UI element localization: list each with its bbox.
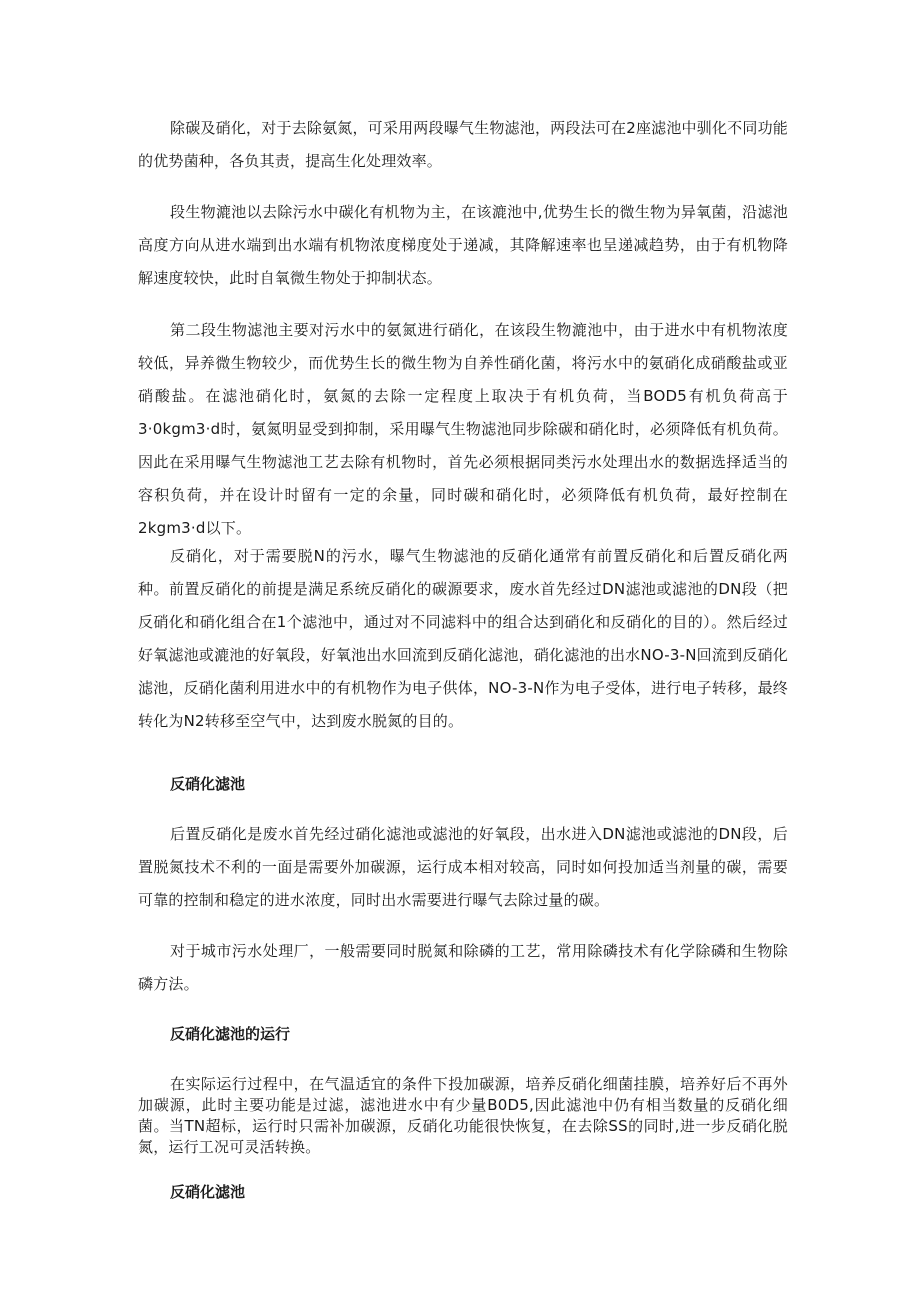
heading-denitrification-filter-2: 反硝化滤池 [170, 1183, 246, 1201]
paragraph-post-denitrification: 后置反硝化是废水首先经过硝化滤池或滤池的好氧段，出水进入DN滤池或滤池的DN段，后置脱氮技术不利的一面是需要外加碳源，运行成本相对较高，同时如何投加适当剂量的碳，需要可靠的控制和稳定的进水浓度，同时出水需要进行曝气去除过量的碳。 [138, 825, 788, 909]
paragraph-first-stage-filter: 段生物漉池以去除污水中碳化有机物为主，在该漉池中,优势生长的微生物为异氧菌，沿滤池高度方向从进水端到出水端有机物浓度梯度处于递减，其降解速率也呈递减趋势，由于有机物降解速度较快，此时自氧微生物处于抑制状态。 [138, 203, 788, 287]
paragraph-municipal-plant: 对于城市污水处理厂，一般需要同时脱氮和除磷的工艺，常用除磷技术有化学除磷和生物除磷方法。 [138, 942, 788, 993]
paragraph-carbon-removal-nitrification: 除碳及硝化，对于去除氨氮，可采用两段曝气生物滤池，两段法可在2座滤池中驯化不同功能的优势菌种，各负其责，提高生化处理效率。 [138, 119, 788, 170]
heading-denitrification-filter: 反硝化滤池 [170, 775, 246, 793]
paragraph-denitrification: 反硝化，对于需要脱N的污水，曝气生物滤池的反硝化通常有前置反硝化和后置反硝化两种。前置反硝化的前提是满足系统反硝化的碳源要求，废水首先经过DN滤池或滤池的DN段（把反硝化和硝化组合在1个滤池中，通过对不同滤料中的组合达到硝化和反硝化的目的）。然后经过好氧滤池或漉池的好氧段，好氧池出水回流到反硝化滤池，硝化滤池的出水NO-3-N回流到反硝化滤池，反硝化菌利用进水中的有机物作为电子供体，NO-3-N作为电子受体，进行电子转移，最终转化为N2转移至空气中，达到废水脱氮的目的。 [138, 547, 788, 730]
paragraph-second-stage-filter: 第二段生物滤池主要对污水中的氨氮进行硝化，在该段生物漉池中，由于进水中有机物浓度较低，异养微生物较少，而优势生长的微生物为自养性硝化菌，将污水中的氨硝化成硝酸盐或亚硝酸盐。在滤池硝化时，氨氮的去除一定程度上取决于有机负荷，当BOD5有机负荷高于3·0kgm3·d时，氨氮明显受到抑制，采用曝气生物滤池同步除碳和硝化时，必须降低有机负荷。因此在采用曝气生物滤池工艺去除有机物时，首先必须根据同类污水处理出水的数据选择适当的容积负荷，并在设计时留有一定的余量，同时碳和硝化时，必须降低有机负荷，最好控制在2kgm3·d以下。 [138, 321, 788, 537]
paragraph-actual-operation: 在实际运行过程中，在气温适宜的条件下投加碳源，培养反硝化细菌挂膜，培养好后不再外加碳源，此时主要功能是过滤，滤池进水中有少量B0D5,因此滤池中仍有相当数量的反硝化细菌。当TN超标，运行时只需补加碳源，反硝化功能很快恢复，在去除SS的同时,进一步反硝化脱氮，运行工况可灵活转换。 [138, 1075, 788, 1156]
heading-filter-operation: 反硝化滤池的运行 [170, 1025, 291, 1043]
